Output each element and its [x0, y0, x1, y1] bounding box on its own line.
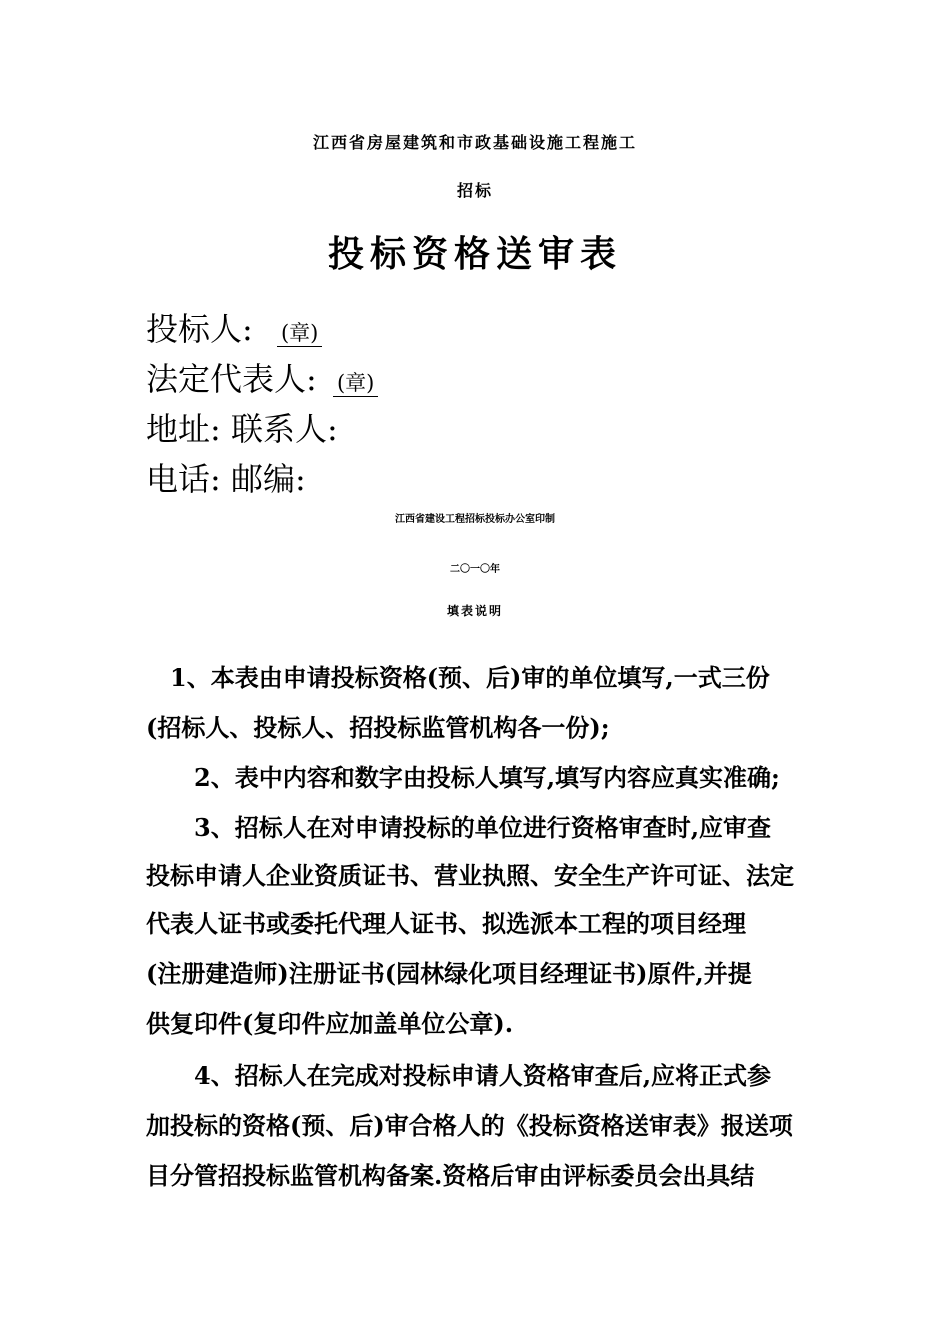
bidder-field [146, 304, 322, 350]
title-line-2: 招标 [456, 181, 493, 200]
bidder-stamp: (章) [277, 321, 322, 347]
address-contact-field: 地址: 联系人: [146, 410, 338, 448]
instruction-line: 加投标的资格(预、后)审合格人的《投标资格送审表》报送项 [146, 1111, 793, 1140]
instruction-line: (注册建造师)注册证书(园林绿化项目经理证书)原件,并提 [146, 959, 752, 988]
instructions-title: 填表说明 [446, 604, 503, 618]
instruction-line: 1、本表由申请投标资格(预、后)审的单位填写,一式三份 [170, 663, 770, 692]
instruction-line: 4、招标人在完成对投标申请人资格审查后,应将正式参 [194, 1061, 772, 1090]
phone-postcode-field: 电话: 邮编: [146, 460, 306, 498]
legal-rep-stamp: (章) [333, 371, 378, 397]
instruction-line: (招标人、投标人、招投标监管机构各一份); [146, 713, 610, 742]
instruction-line: 投标申请人企业资质证书、营业执照、安全生产许可证、法定 [146, 861, 794, 890]
instruction-line: 2、表中内容和数字由投标人填写,填写内容应真实准确; [194, 763, 780, 792]
bidder-label: 投标人: [146, 310, 253, 348]
legal-rep-field [146, 354, 378, 400]
year-line: 二〇一〇年 [450, 564, 500, 575]
issuer-line: 江西省建设工程招标投标办公室印制 [395, 514, 555, 525]
instruction-line: 目分管招投标监管机构备案.资格后审由评标委员会出具结 [146, 1161, 755, 1190]
title-line-1: 江西省房屋建筑和市政基础设施工程施工 [312, 133, 637, 152]
legal-rep-label: 法定代表人: [146, 360, 317, 398]
instruction-line: 3、招标人在对申请投标的单位进行资格审查时,应审查 [194, 813, 772, 842]
instruction-line: 供复印件(复印件应加盖单位公章). [146, 1009, 514, 1038]
main-title: 投标资格送审表 [327, 233, 622, 275]
instruction-line: 代表人证书或委托代理人证书、拟选派本工程的项目经理 [146, 909, 746, 938]
